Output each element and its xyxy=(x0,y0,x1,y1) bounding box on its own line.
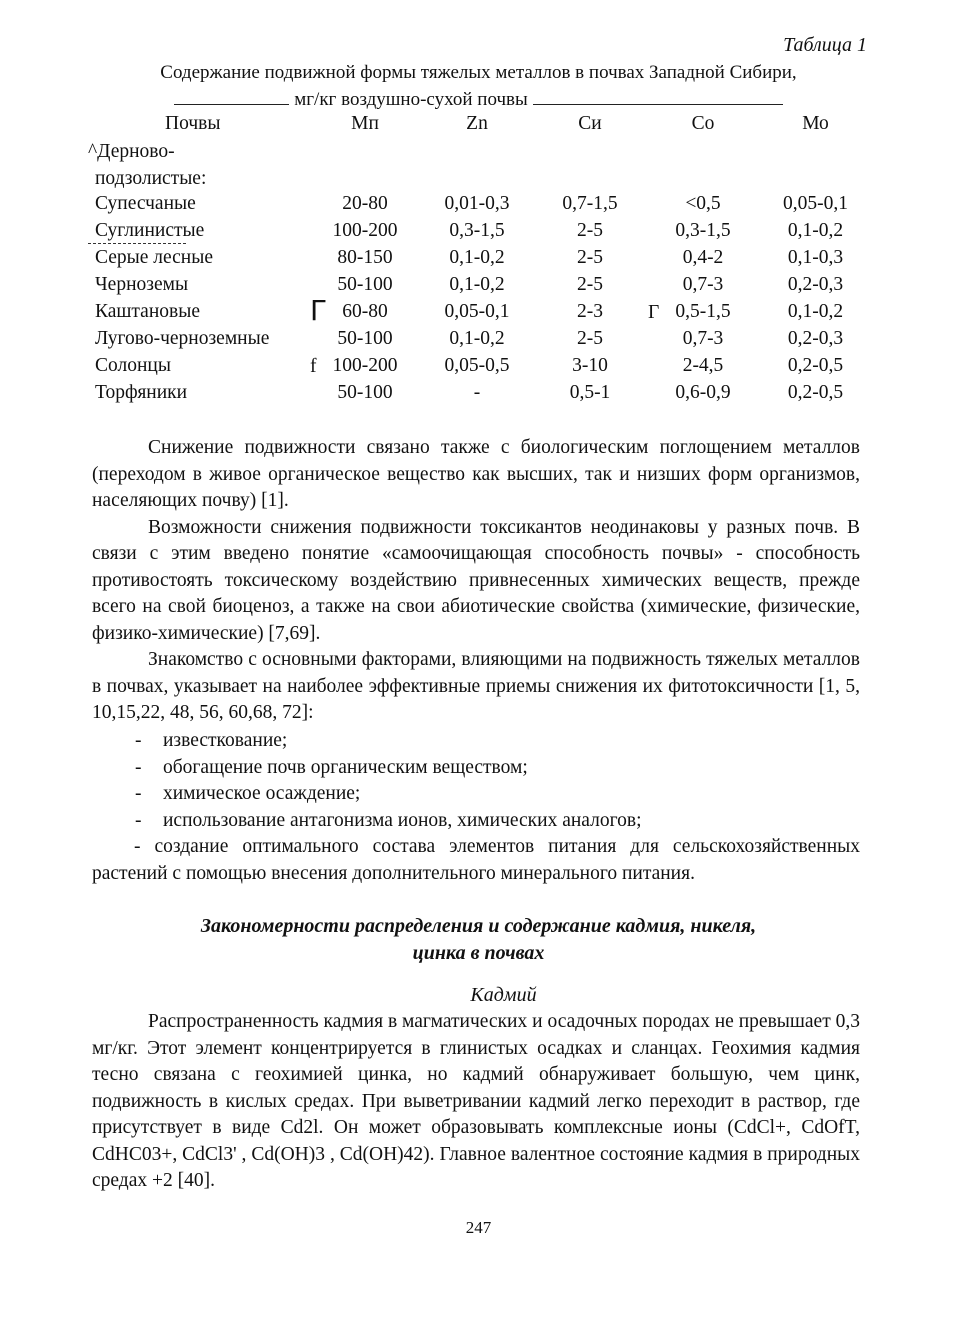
cell-mn: 100-200 xyxy=(332,220,398,241)
cell-mo: 0,2-0,3 xyxy=(787,328,844,349)
cell-soil: Серые лесные xyxy=(95,247,213,268)
cell-mn: 50-100 xyxy=(337,328,393,349)
caption-underline-right xyxy=(533,88,783,105)
list-item: - химическое осаждение; xyxy=(135,781,865,808)
cell-cu: 2-3 xyxy=(577,301,603,322)
header-mo: Мо xyxy=(802,113,829,134)
cell-soil: Суглинистые xyxy=(95,220,205,241)
cell-co: <0,5 xyxy=(685,193,721,214)
cell-soil: Черноземы xyxy=(95,274,189,295)
stray-f-mark: f xyxy=(310,356,317,377)
cell-co: 0,4-2 xyxy=(682,247,724,268)
table-caption-line-2 xyxy=(0,87,957,112)
cell-co: 0,5-1,5 xyxy=(675,301,731,322)
cell-cu: 2-5 xyxy=(577,274,603,295)
cell-mn: 80-150 xyxy=(337,247,393,268)
cell-cu: 0,7-1,5 xyxy=(562,193,618,214)
cell-co: 2-4,5 xyxy=(682,355,724,376)
cell-co: 0,3-1,5 xyxy=(675,220,731,241)
header-soils: Почвы xyxy=(165,113,221,134)
list-item: - обогащение почв органическим веществом; xyxy=(135,755,865,782)
dashed-scan-mark xyxy=(88,243,186,244)
table-caption-line-1: Содержание подвижной формы тяжелых металлов в почвах Западной Сибири, xyxy=(160,62,797,83)
cadmium-text xyxy=(92,1009,860,1195)
remedy-list xyxy=(135,728,865,834)
cell-cu: 2-5 xyxy=(577,328,603,349)
cell-soil: Лугово-черноземные xyxy=(95,328,270,349)
cell-mo: 0,1-0,2 xyxy=(787,301,844,322)
cell-zn: 0,1-0,2 xyxy=(449,274,505,295)
cell-zn: 0,1-0,2 xyxy=(449,247,505,268)
cell-cu: 2-5 xyxy=(577,247,603,268)
cell-mn: 100-200 xyxy=(332,355,398,376)
cell-mn: 50-100 xyxy=(337,382,393,403)
cell-soil: Супесчаные xyxy=(95,193,196,214)
cell-soil: Солонцы xyxy=(95,355,171,376)
cell-zn: 0,01-0,3 xyxy=(444,193,510,214)
list-item-last: - создание оптимального состава элементов питания для сельскохозяйственных растений с помощью внесения дополнительного минерального питания. xyxy=(92,836,860,884)
header-cu: Си xyxy=(578,113,602,134)
paragraph: Возможности снижения подвижности токсикантов неодинаковы у разных почв. В связи с этим введено понятие «самоочищающая способность почвы» - способность противостоять токсическому воздействию привнесенных химических веществ, прежде всего на свой биоценоз, а также на свои абиотические свойства (химические, физические, физико-химические) [7,69]. xyxy=(92,516,860,644)
group-label-line-1: ^Дерново- xyxy=(88,141,175,162)
list-item: - известкование; xyxy=(135,728,865,755)
cell-mn: 60-80 xyxy=(342,301,388,322)
list-item: - использование антагонизма ионов, химических аналогов; xyxy=(135,808,865,835)
cell-soil: Торфяники xyxy=(95,382,188,403)
paragraph: Знакомство с основными факторами, влияющими на подвижность тяжелых металлов в почвах, указывает на наиболее эффективные приемы снижения их фитотоксичности [1, 5, 10,15,22, 48, 56, 60,68, 72]: xyxy=(92,649,860,723)
subheading-cadmium: Кадмий xyxy=(470,984,537,1006)
cell-mn: 20-80 xyxy=(342,193,388,214)
paragraph: Распространенность кадмия в магматических и осадочных породах не превышает 0,3 мг/кг. Этот элемент концентрируется в глинистых осадках и сланцах. Геохимия кадмия тесно связана с геохимией цинка, но кадмий обнаруживает большую, чем цинк, подвижность в кислых средах. При выветривании кадмий легко переходит в раствор, где присутствует в виде Cd2l. Он может образовывать комплексные ионы (CdCl+, CdOfT, CdHC03+, CdCl3' , Cd(OH)3 , Cd(OH)42). Главное валентное состояние кадмия в природных средах +2 [40]. xyxy=(92,1011,860,1191)
stray-gamma-mark-mn: Г xyxy=(310,294,328,327)
cell-mo: 0,1-0,2 xyxy=(787,220,844,241)
cell-co: 0,7-3 xyxy=(682,328,724,349)
cell-mo: 0,1-0,3 xyxy=(787,247,844,268)
cell-mo: 0,2-0,3 xyxy=(787,274,844,295)
cell-zn: 0,3-1,5 xyxy=(449,220,505,241)
cell-mo: 0,05-0,1 xyxy=(783,193,848,214)
cell-co: 0,7-3 xyxy=(682,274,724,295)
cell-cu: 2-5 xyxy=(577,220,603,241)
body-text xyxy=(92,435,860,727)
cell-co: 0,6-0,9 xyxy=(675,382,731,403)
cell-zn: - xyxy=(473,382,481,403)
header-mn: Мп xyxy=(351,113,379,134)
cell-zn: 0,05-0,5 xyxy=(444,355,510,376)
table-label: Таблица 1 xyxy=(783,34,867,56)
cell-soil: Каштановые xyxy=(95,301,200,322)
header-zn: Zn xyxy=(466,113,488,134)
cell-zn: 0,1-0,2 xyxy=(449,328,505,349)
section-heading-line-1: Закономерности распределения и содержание кадмия, никеля, xyxy=(200,915,757,937)
cell-zn: 0,05-0,1 xyxy=(444,301,510,322)
section-heading-line-2: цинка в почвах xyxy=(412,942,545,964)
group-label-line-2: подзолистые: xyxy=(95,168,207,189)
stray-gamma-mark-co: Г xyxy=(648,302,660,323)
caption-units: мг/кг воздушно-сухой почвы xyxy=(294,89,528,110)
cell-mn: 50-100 xyxy=(337,274,393,295)
cell-mo: 0,2-0,5 xyxy=(787,355,844,376)
page-number: 247 xyxy=(465,1218,492,1237)
caption-underline-left xyxy=(174,88,289,105)
cell-cu: 3-10 xyxy=(572,355,608,376)
cell-mo: 0,2-0,5 xyxy=(787,382,844,403)
header-co: Со xyxy=(691,113,715,134)
cell-cu: 0,5-1 xyxy=(569,382,611,403)
paragraph: Снижение подвижности связано также с биологическим поглощением металлов (переходом в живое органическое вещество как высших, так и низших форм организмов, населяющих почву) [1]. xyxy=(92,437,860,511)
